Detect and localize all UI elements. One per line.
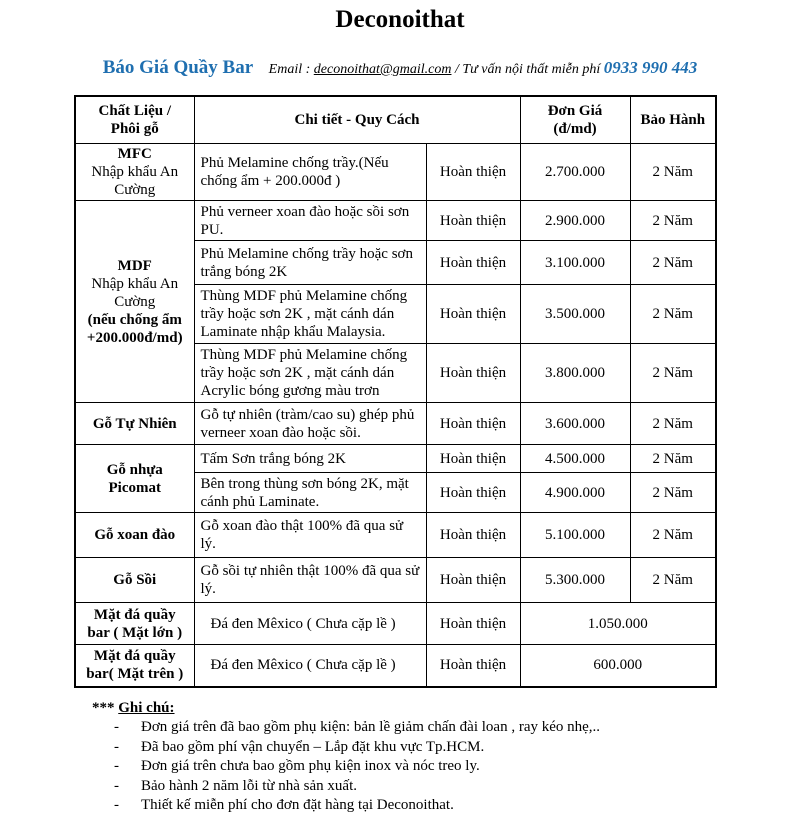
list-item: - Đã bao gồm phí vận chuyển – Lắp đặt khu vực Tp.HCM.: [114, 738, 485, 755]
header-material: Chất Liệu / Phôi gỗ: [75, 96, 194, 144]
material-go-tu-nhien: Gỗ Tự Nhiên: [75, 403, 194, 445]
finish-cell: Hoàn thiện: [426, 513, 520, 558]
table-row: [75, 144, 716, 201]
price-cell: 3.600.000: [520, 403, 630, 445]
material-mdf: MDF Nhập khẩu An Cường (nếu chống ẩm +200.000đ/md): [75, 201, 194, 403]
price-cell: 5.100.000: [520, 513, 630, 558]
finish-cell: Hoàn thiện: [426, 603, 520, 645]
detail-cell: Gỗ tự nhiên (tràm/cao su) ghép phủ verneer xoan đào hoặc sồi.: [194, 403, 426, 445]
notes-heading: *** Ghi chú:: [92, 700, 175, 716]
table-row: [75, 201, 716, 241]
finish-cell: Hoàn thiện: [426, 201, 520, 241]
finish-cell: Hoàn thiện: [426, 241, 520, 285]
price-cell: 4.900.000: [520, 473, 630, 513]
warranty-cell: 2 Năm: [630, 403, 716, 445]
header-warranty: Bảo Hành: [630, 96, 716, 144]
notes-list: [92, 718, 600, 816]
finish-cell: Hoàn thiện: [426, 558, 520, 603]
warranty-cell: 2 Năm: [630, 344, 716, 403]
price-cell: 1.050.000: [520, 603, 716, 645]
detail-cell: Phủ Melamine chống trầy.(Nếu chống ẩm + 200.000đ ): [194, 144, 426, 201]
price-table: [74, 95, 717, 688]
warranty-cell: 2 Năm: [630, 201, 716, 241]
material-go-soi: Gỗ Sồi: [75, 558, 194, 603]
list-item: - Thiết kế miễn phí cho đơn đặt hàng tại Deconoithat.: [114, 797, 454, 813]
material-mat-da-tren: Mặt đá quầy bar( Mặt trên ): [75, 645, 194, 687]
detail-cell: Bên trong thùng sơn bóng 2K, mặt cánh phủ Laminate.: [194, 473, 426, 513]
table-header-row: [75, 96, 716, 144]
email-label: Email :: [268, 62, 311, 77]
table-row: [75, 645, 716, 687]
price-cell: 4.500.000: [520, 445, 630, 473]
finish-cell: Hoàn thiện: [426, 445, 520, 473]
warranty-cell: 2 Năm: [630, 558, 716, 603]
material-go-nhua: Gỗ nhựa Picomat: [75, 445, 194, 513]
table-row: [75, 403, 716, 445]
warranty-cell: 2 Năm: [630, 513, 716, 558]
header-subline: [0, 57, 800, 79]
consult-text: / Tư vấn nội thất miễn phí: [454, 62, 601, 77]
warranty-cell: 2 Năm: [630, 445, 716, 473]
finish-cell: Hoàn thiện: [426, 473, 520, 513]
finish-cell: Hoàn thiện: [426, 285, 520, 344]
warranty-cell: 2 Năm: [630, 241, 716, 285]
quote-heading: Báo Giá Quầy Bar: [102, 57, 254, 78]
notes-section: [92, 700, 600, 816]
price-cell: 2.700.000: [520, 144, 630, 201]
finish-cell: Hoàn thiện: [426, 645, 520, 687]
detail-cell: Thùng MDF phủ Melamine chống trầy hoặc sơn 2K , mặt cánh dán Laminate nhập khẩu Malaysia.: [194, 285, 426, 344]
email-link[interactable]: deconoithat@gmail.com: [313, 62, 452, 77]
warranty-cell: 2 Năm: [630, 144, 716, 201]
price-cell: 3.100.000: [520, 241, 630, 285]
list-item: - Đơn giá trên chưa bao gồm phụ kiện inox và nóc treo ly.: [114, 758, 480, 774]
detail-cell: Thùng MDF phủ Melamine chống trầy hoặc sơn 2K , mặt cánh dán Acrylic bóng gương màu trơn: [194, 344, 426, 403]
detail-cell: Đá đen Mêxico ( Chưa cặp lề ): [194, 645, 426, 687]
detail-cell: Gỗ xoan đào thật 100% đã qua sử lý.: [194, 513, 426, 558]
table-row: [75, 558, 716, 603]
warranty-cell: 2 Năm: [630, 285, 716, 344]
list-item: - Bảo hành 2 năm lỗi từ nhà sản xuất.: [114, 777, 358, 794]
material-go-xoan-dao: Gỗ xoan đào: [75, 513, 194, 558]
material-mat-da-lon: Mặt đá quầy bar ( Mặt lớn ): [75, 603, 194, 645]
table-row: [75, 445, 716, 473]
price-cell: 5.300.000: [520, 558, 630, 603]
detail-cell: Gỗ sồi tự nhiên thật 100% đã qua sử lý.: [194, 558, 426, 603]
header-price: Đơn Giá (đ/md): [520, 96, 630, 144]
detail-cell: Phủ Melamine chống trầy hoặc sơn trắng bóng 2K: [194, 241, 426, 285]
finish-cell: Hoàn thiện: [426, 344, 520, 403]
table-row: [75, 603, 716, 645]
detail-cell: Phủ verneer xoan đào hoặc sồi sơn PU.: [194, 201, 426, 241]
detail-cell: Đá đen Mêxico ( Chưa cặp lề ): [194, 603, 426, 645]
finish-cell: Hoàn thiện: [426, 403, 520, 445]
warranty-cell: 2 Năm: [630, 473, 716, 513]
price-cell: 3.800.000: [520, 344, 630, 403]
header-detail: Chi tiết - Quy Cách: [194, 96, 520, 144]
price-cell: 3.500.000: [520, 285, 630, 344]
phone-number: 0933 990 443: [603, 58, 698, 77]
list-item: - Đơn giá trên đã bao gồm phụ kiện: bản lề giảm chấn đài loan , ray kéo nhẹ,..: [114, 719, 601, 735]
price-cell: 2.900.000: [520, 201, 630, 241]
finish-cell: Hoàn thiện: [426, 144, 520, 201]
detail-cell: Tấm Sơn trắng bóng 2K: [194, 445, 426, 473]
table-row: [75, 513, 716, 558]
price-cell: 600.000: [520, 645, 716, 687]
page-title: Deconoithat: [335, 6, 465, 33]
material-mfc: MFC Nhập khẩu An Cường: [75, 144, 194, 201]
